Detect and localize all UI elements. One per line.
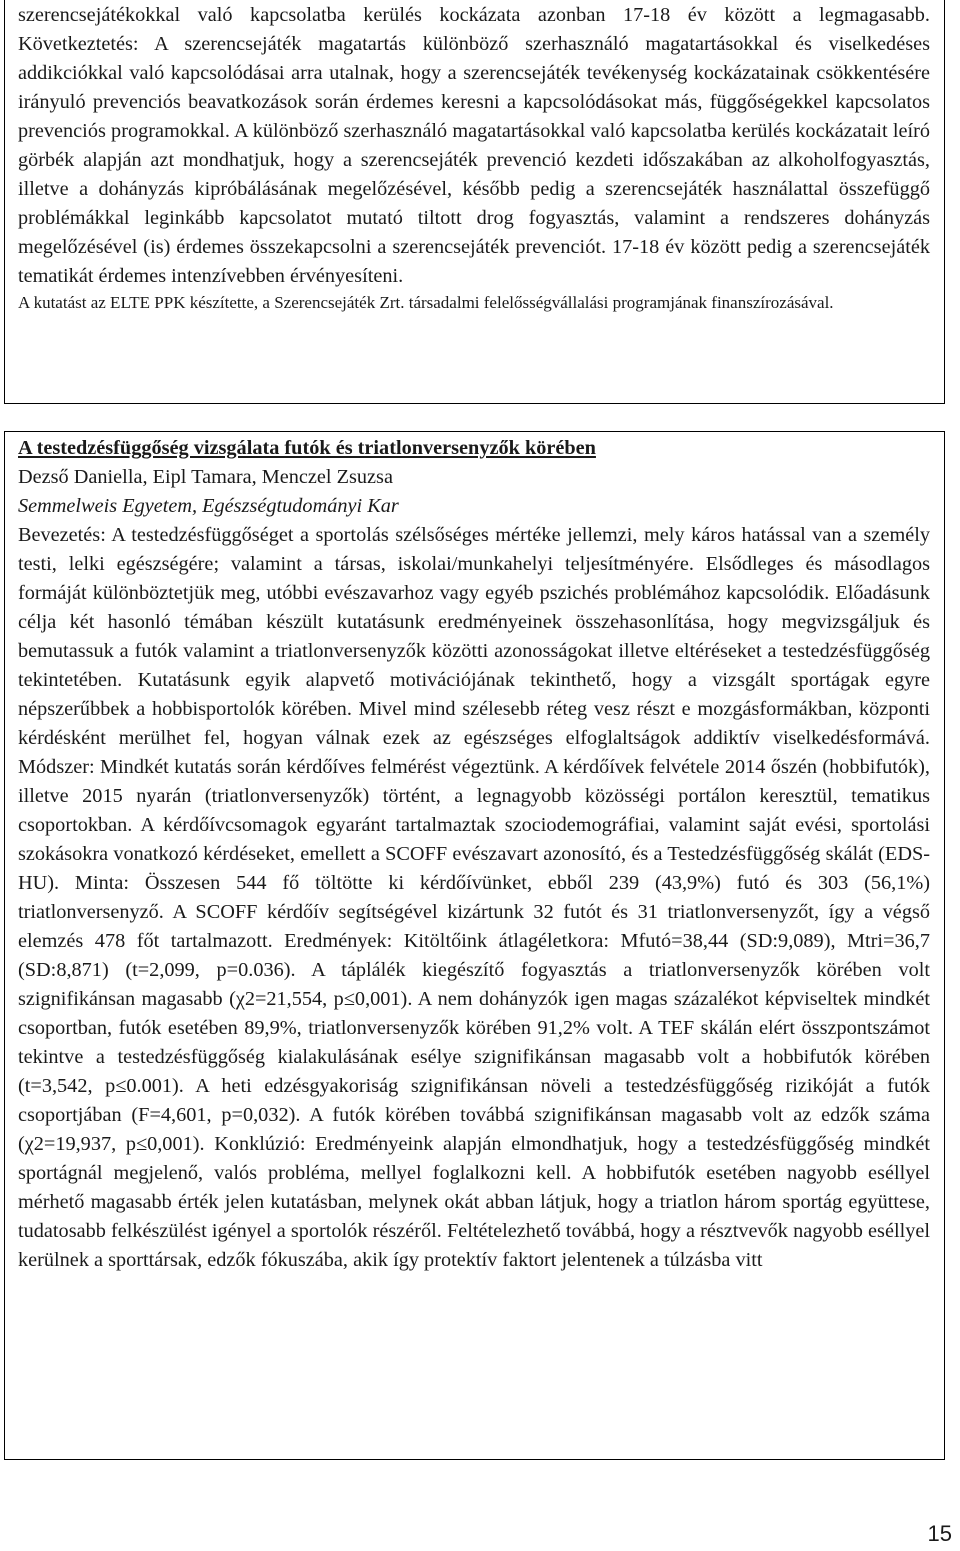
abstract-authors: Dezső Daniella, Eipl Tamara, Menczel Zsuzsa bbox=[18, 466, 393, 488]
page-number: 15 bbox=[927, 1521, 952, 1546]
funding-note: A kutatást az ELTE PPK készítette, a Szerencsejáték Zrt. társadalmi felelősségvállalási programjának finanszírozásával. bbox=[18, 293, 834, 312]
abstract-continuation-text: szerencsejátékokkal való kapcsolatba kerülés kockázata azonban 17-18 év között a legmagasabb. Következtetés: A szerencsejáték magatartás különböző szerhasználó magatartásokkal és viselkedéses addikciókkal való kapcsolódásai arra utalnak, hogy a szerencsejáték tevékenység kockázatainak csökkentésére irányuló prevenciós beavatkozások során érdemes keresni a kapcsolódásokat más, függőségekkel kapcsolatos prevenciós programokkal. A különböző szerhasználó magatartásokkal való kapcsolatba kerülés kockázatait leíró görbék alapján azt mondhatjuk, hogy a szerencsejáték prevenció kezdeti időszakában az alkoholfogyasztás, illetve a dohányzás kipróbálásának megelőzésével, később pedig a szerencsejáték használattal összefüggő problémákkal leginkább kapcsolatot mutató tiltott drog fogyasztás, valamint a rendszeres dohányzás megelőzésével (is) érdemes összekapcsolni a szerencsejáték prevenciót. 17-18 év között pedig a szerencsejáték tematikát érdemes intenzívebben érvényesíteni. bbox=[18, 4, 930, 287]
abstract-title: A testedzésfüggőség vizsgálata futók és triatlonversenyzők körében bbox=[18, 437, 596, 459]
abstract-continuation-box bbox=[4, 0, 945, 404]
abstract-body: Bevezetés: A testedzésfüggőséget a sportolás szélsőséges mértéke jellemzi, mely káros hatással van a személy testi, lelki egészségére; valamint a társas, iskolai/munkahelyi teljesítményére. Elsődleges és másodlagos formáját különböztetjük meg, utóbbi evészavarhoz vagy egyéb pszichés problémához kapcsolódik. Előadásunk célja két hasonló témában készült kutatásunk eredményeinek összehasonlítása, hogy megvizsgáljuk és bemutassuk a futók valamint a triatlonversenyzők közötti azonosságokat illetve eltéréseket a testedzésfüggőség tekintetében. Kutatásunk egyik alapvető motivációjának tekinthető, hogy a vizsgált sportágak egyre népszerűbbek a hobbisportolók körében. Mivel mind szélesebb réteg vesz részt e mozgásformákban, központi kérdésként merülhet fel, hogyan válnak ezek az egészséges elfoglaltságok addiktív viselkedésformává. Módszer: Mindkét kutatás során kérdőíves felmérést végeztünk. A kérdőívek felvétele 2014 őszén (hobbifutók), illetve 2015 nyarán (triatlonversenyzők) történt, a legnagyobb közösségi portálon keresztül, tematikus csoportokban. A kérdőívcsomagok egyaránt tartalmaztak szociodemográfiai, valamint saját evési, sportolási szokásokra vonatkozó kérdéseket, emellett a SCOFF evészavart azonosító, és a Testedzésfüggőség skálát (EDS-HU). Minta: Összesen 544 fő töltötte ki kérdőívünket, ebből 239 (43,9%) futó és 303 (56,1%) triatlonversenyző. A SCOFF kérdőív segítségével kizártunk 32 futót és 31 triatlonversenyzőt, így a végső elemzés 478 főt tartalmazott. Eredmények: Kitöltőink átlagéletkora: Mfutó=38,44 (SD:9,089), Mtri=36,7 (SD:8,871) (t=2,099, p=0.036). A táplálék kiegészítő fogyasztás a triatlonversenyzők körében volt szignifikánsan magasabb (χ2=21,554, p≤0,001). A nem dohányzók igen magas százalékot képviseltek mindkét csoportban, futók esetében 89,9%, triatlonversenyzők körében 91,2% volt. A TEF skálán elért összpontszámot tekintve a testedzésfüggőség kialakulásának esélye szignifikánsan magasabb volt a hobbifutók körében (t=3,542, p≤0.001). A heti edzésgyakoriság szignifikánsan növeli a testedzésfüggőség rizikóját a futók csoportjában (F=4,601, p=0,032). A futók körében továbbá szignifikánsan magasabb volt az edzők száma (χ2=19,937, p≤0,001). Konklúzió: Eredményeink alapján elmondhatjuk, hogy a testedzésfüggőség mindkét sportágnál megjelenő, valós probléma, mellyel foglalkozni kell. A hobbifutók esetében nagyobb eséllyel mérhető magasabb érték jelen kutatásban, melynek okát abban látjuk, hogy a triatlon három sportág együttese, tudatosabb felkészülést igényel a sportolók részéről. Feltételezhető továbbá, hogy a résztvevők nagyobb eséllyel kerülnek a sporttársak, edzők fókuszába, akik így protektív faktort jelentenek a túlzásba vitt bbox=[18, 524, 930, 1271]
abstract-affiliation: Semmelweis Egyetem, Egészségtudományi Kar bbox=[18, 495, 399, 517]
abstract-box bbox=[4, 431, 945, 1460]
